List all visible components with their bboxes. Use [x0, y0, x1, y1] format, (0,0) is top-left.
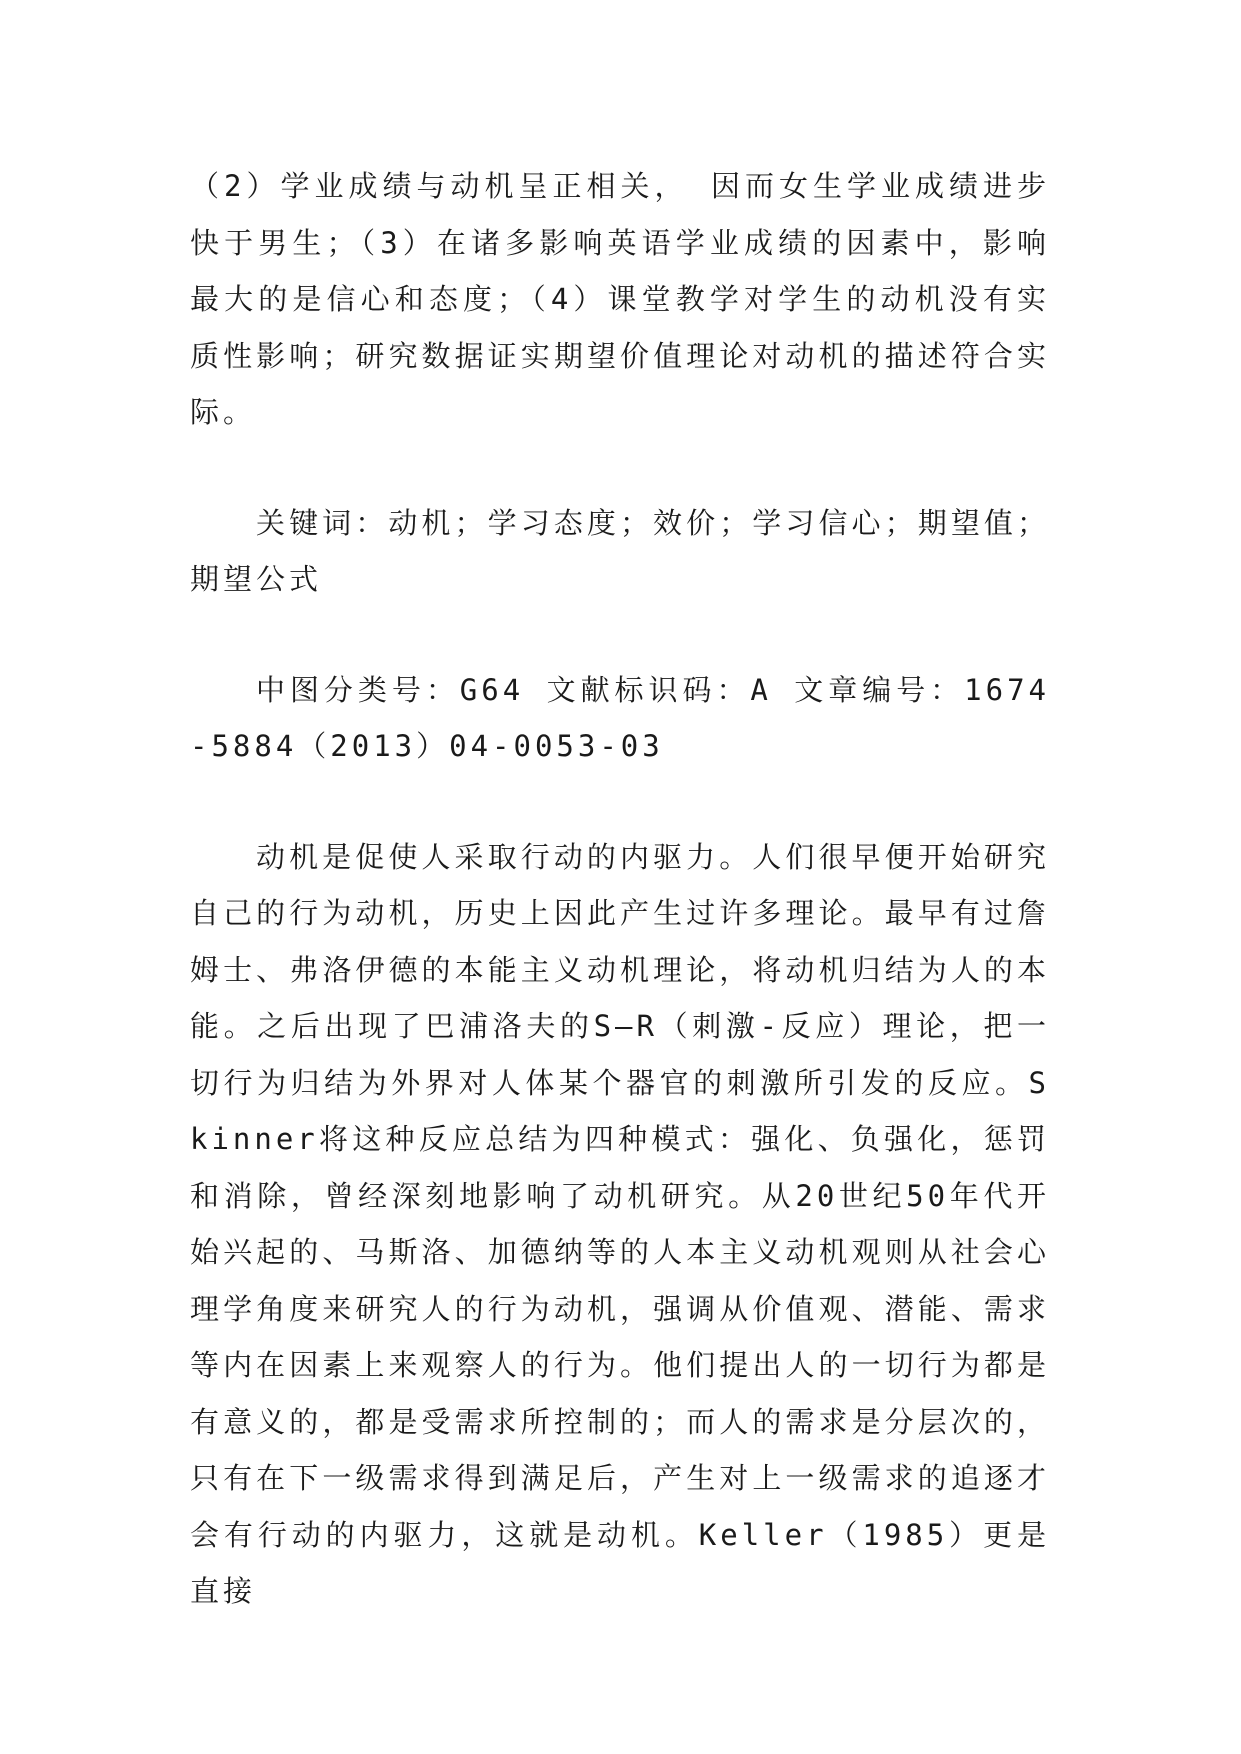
classification-paragraph: 中图分类号：G64 文献标识码：A 文章编号：1674-5884（2013）04-0053-03 [190, 672, 1050, 763]
keywords-paragraph: 关键词：动机；学习态度；效价；学习信心；期望值；期望公式 [190, 505, 1050, 596]
abstract-paragraph: （2）学业成绩与动机呈正相关， 因而女生学业成绩进步快于男生；（3）在诸多影响英语学业成绩的因素中，影响最大的是信心和态度；（4）课堂教学对学生的动机没有实质性影响；研究数据证实期望价值理论对动机的描述符合实际。 [190, 169, 1050, 429]
body-paragraph: 动机是促使人采取行动的内驱力。人们很早便开始研究自己的行为动机，历史上因此产生过许多理论。最早有过詹姆士、弗洛伊德的本能主义动机理论，将动机归结为人的本能。之后出现了巴浦洛夫的S—R（刺激-反应）理论，把一切行为归结为外界对人体某个器官的刺激所引发的反应。Skinner将这种反应总结为四种模式：强化、负强化，惩罚和消除，曾经深刻地影响了动机研究。从20世纪50年代开始兴起的、马斯洛、加德纳等的人本主义动机观则从社会心理学角度来研究人的行为动机，强调从价值观、潜能、需求等内在因素上来观察人的行为。他们提出人的一切行为都是有意义的，都是受需求所控制的；而人的需求是分层次的，只有在下一级需求得到满足后，产生对上一级需求的追逐才会有行动的内驱力，这就是动机。Keller（1985）更是直接 [190, 839, 1050, 1608]
document-page [190, 158, 1050, 1620]
